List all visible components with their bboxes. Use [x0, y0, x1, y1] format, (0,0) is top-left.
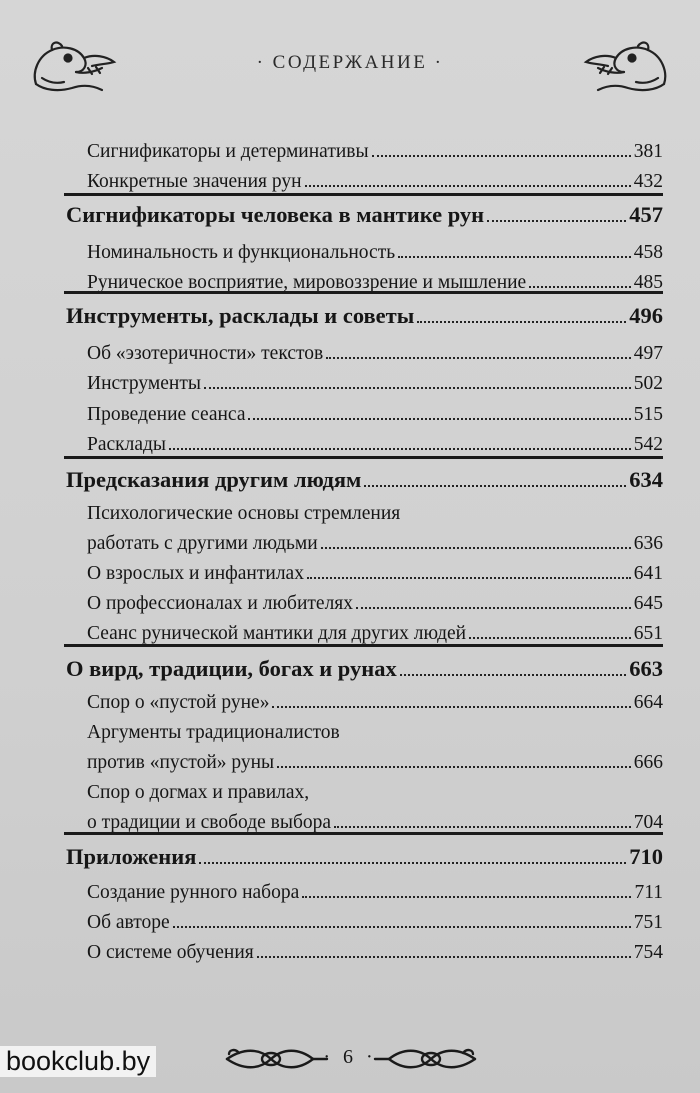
toc-entry-title: Конкретные значения рун [87, 171, 302, 192]
toc-section-entry[interactable] [87, 744, 663, 774]
toc-section-entry[interactable] [87, 874, 663, 904]
dot-leader [398, 256, 631, 258]
toc-entry-page: 651 [633, 623, 663, 644]
toc-chapter-entry[interactable] [66, 299, 663, 329]
chapter-divider [64, 456, 663, 459]
dot-leader [417, 321, 626, 323]
page-number: · 6 · [323, 1046, 377, 1068]
chapter-divider [64, 291, 663, 294]
toc-entry-title: Инструменты, расклады и советы [66, 303, 415, 328]
toc-entry-page: 457 [629, 202, 663, 227]
running-head-title: · СОДЕРЖАНИЕ · [256, 52, 444, 73]
toc-section-entry[interactable] [87, 555, 663, 585]
toc-chapter-entry[interactable] [66, 652, 663, 682]
toc-entry-title: О взрослых и инфантилах [87, 563, 304, 584]
toc-entry-line: Аргументы традиционалистов [87, 722, 340, 743]
toc-section-entry[interactable] [87, 133, 663, 163]
knot-ornament-icon [372, 1044, 477, 1074]
chapter-divider [64, 193, 663, 196]
toc-section-entry[interactable] [87, 615, 663, 645]
toc-chapter-entry[interactable] [66, 198, 663, 228]
toc-entry-page: 645 [633, 593, 663, 614]
dot-leader [257, 956, 631, 958]
toc-chapter-entry[interactable] [66, 463, 663, 493]
toc-section-entry[interactable] [87, 264, 663, 294]
toc-entry-line: Психологические основы стремления [87, 503, 401, 524]
toc-entry-title: работать с другими людьми [87, 533, 318, 554]
toc-entry-title: Сигнификаторы человека в мантике рун [66, 202, 485, 227]
dot-leader [487, 220, 626, 222]
chapter-divider [64, 832, 663, 835]
toc-entry-page: 636 [633, 533, 663, 554]
toc-entry-page: 666 [633, 752, 663, 773]
toc-entry-page: 664 [633, 692, 663, 713]
toc-entry-line: Спор о догмах и правилах, [87, 782, 310, 803]
toc-chapter-entry[interactable] [66, 840, 663, 870]
toc-entry-page: 754 [633, 942, 663, 963]
toc-entry-page: 711 [634, 882, 663, 903]
toc-section-entry[interactable] [87, 396, 663, 426]
dot-leader [302, 896, 631, 898]
chapter-divider [64, 644, 663, 647]
toc-entry-page: 496 [629, 303, 663, 328]
page-header [0, 38, 700, 98]
dot-leader [469, 637, 631, 639]
toc-entry-title: против «пустой» руны [87, 752, 275, 773]
toc-entry-title: Расклады [87, 434, 167, 455]
toc-entry-title: Номинальность и функциональность [87, 242, 396, 263]
dot-leader [272, 706, 630, 708]
dot-leader [169, 448, 631, 450]
dot-leader [248, 418, 630, 420]
toc-entry-title: Сеанс рунической мантики для других людей [87, 623, 467, 644]
toc-entry-title: Приложения [66, 844, 197, 869]
toc-entry-page: 751 [633, 912, 663, 933]
dot-leader [400, 674, 627, 676]
dot-leader [326, 357, 631, 359]
dot-leader [204, 387, 631, 389]
toc-entry-title: Об авторе [87, 912, 170, 933]
toc-entry-page: 663 [629, 656, 663, 681]
toc-entry-page: 710 [629, 844, 663, 869]
toc-section-entry[interactable] [87, 525, 663, 555]
dot-leader [305, 185, 631, 187]
toc-section-entry[interactable] [87, 934, 663, 964]
dot-leader [334, 826, 631, 828]
toc-section-entry[interactable] [87, 234, 663, 264]
toc-section-entry[interactable] [87, 904, 663, 934]
watermark: bookclub.by [0, 1046, 156, 1077]
toc-entry-page: 485 [633, 272, 663, 293]
toc-entry-page: 497 [633, 343, 663, 364]
toc-entry-title: Руническое восприятие, мировоззрение и мышление [87, 272, 527, 293]
dot-leader [199, 862, 626, 864]
dragon-head-ornament-icon [577, 38, 672, 94]
toc-entry-title: Сигнификаторы и детерминативы [87, 141, 369, 162]
toc-section-entry[interactable] [87, 365, 663, 395]
toc-section-entry[interactable] [87, 684, 663, 714]
toc-entry-title: О профессионалах и любителях [87, 593, 354, 614]
toc-entry-title: Инструменты [87, 373, 201, 394]
toc-entry-page: 502 [633, 373, 663, 394]
toc-entry-page: 634 [629, 467, 663, 492]
toc-section-entry[interactable] [87, 585, 663, 615]
toc-entry-page: 381 [633, 141, 663, 162]
dot-leader [364, 485, 626, 487]
toc-entry-title: О вирд, традиции, богах и рунах [66, 656, 397, 681]
toc-entry-title: Спор о «пустой руне» [87, 692, 270, 713]
dot-leader [173, 926, 631, 928]
dot-leader [372, 155, 631, 157]
toc-entry-title: Создание рунного набора [87, 882, 300, 903]
toc-entry-title: Проведение сеанса [87, 404, 246, 425]
dot-leader [277, 766, 631, 768]
toc-entry-page: 704 [633, 812, 663, 833]
dot-leader [321, 547, 631, 549]
dot-leader [529, 286, 631, 288]
toc-section-entry[interactable] [87, 804, 663, 834]
toc-section-entry[interactable] [87, 426, 663, 456]
toc-entry-page: 641 [633, 563, 663, 584]
dot-leader [356, 607, 631, 609]
toc-entry-page: 432 [633, 171, 663, 192]
toc-section-entry[interactable] [87, 163, 663, 193]
toc-entry-page: 515 [633, 404, 663, 425]
dot-leader [307, 577, 631, 579]
toc-entry-title: о традиции и свободе выбора [87, 812, 332, 833]
toc-section-entry[interactable] [87, 335, 663, 365]
toc-entry-title: О системе обучения [87, 942, 254, 963]
toc-entry-page: 542 [633, 434, 663, 455]
toc-entry-page: 458 [633, 242, 663, 263]
toc-entry-title: Предсказания другим людям [66, 467, 362, 492]
toc-entry-title: Об «эзотеричности» текстов [87, 343, 324, 364]
